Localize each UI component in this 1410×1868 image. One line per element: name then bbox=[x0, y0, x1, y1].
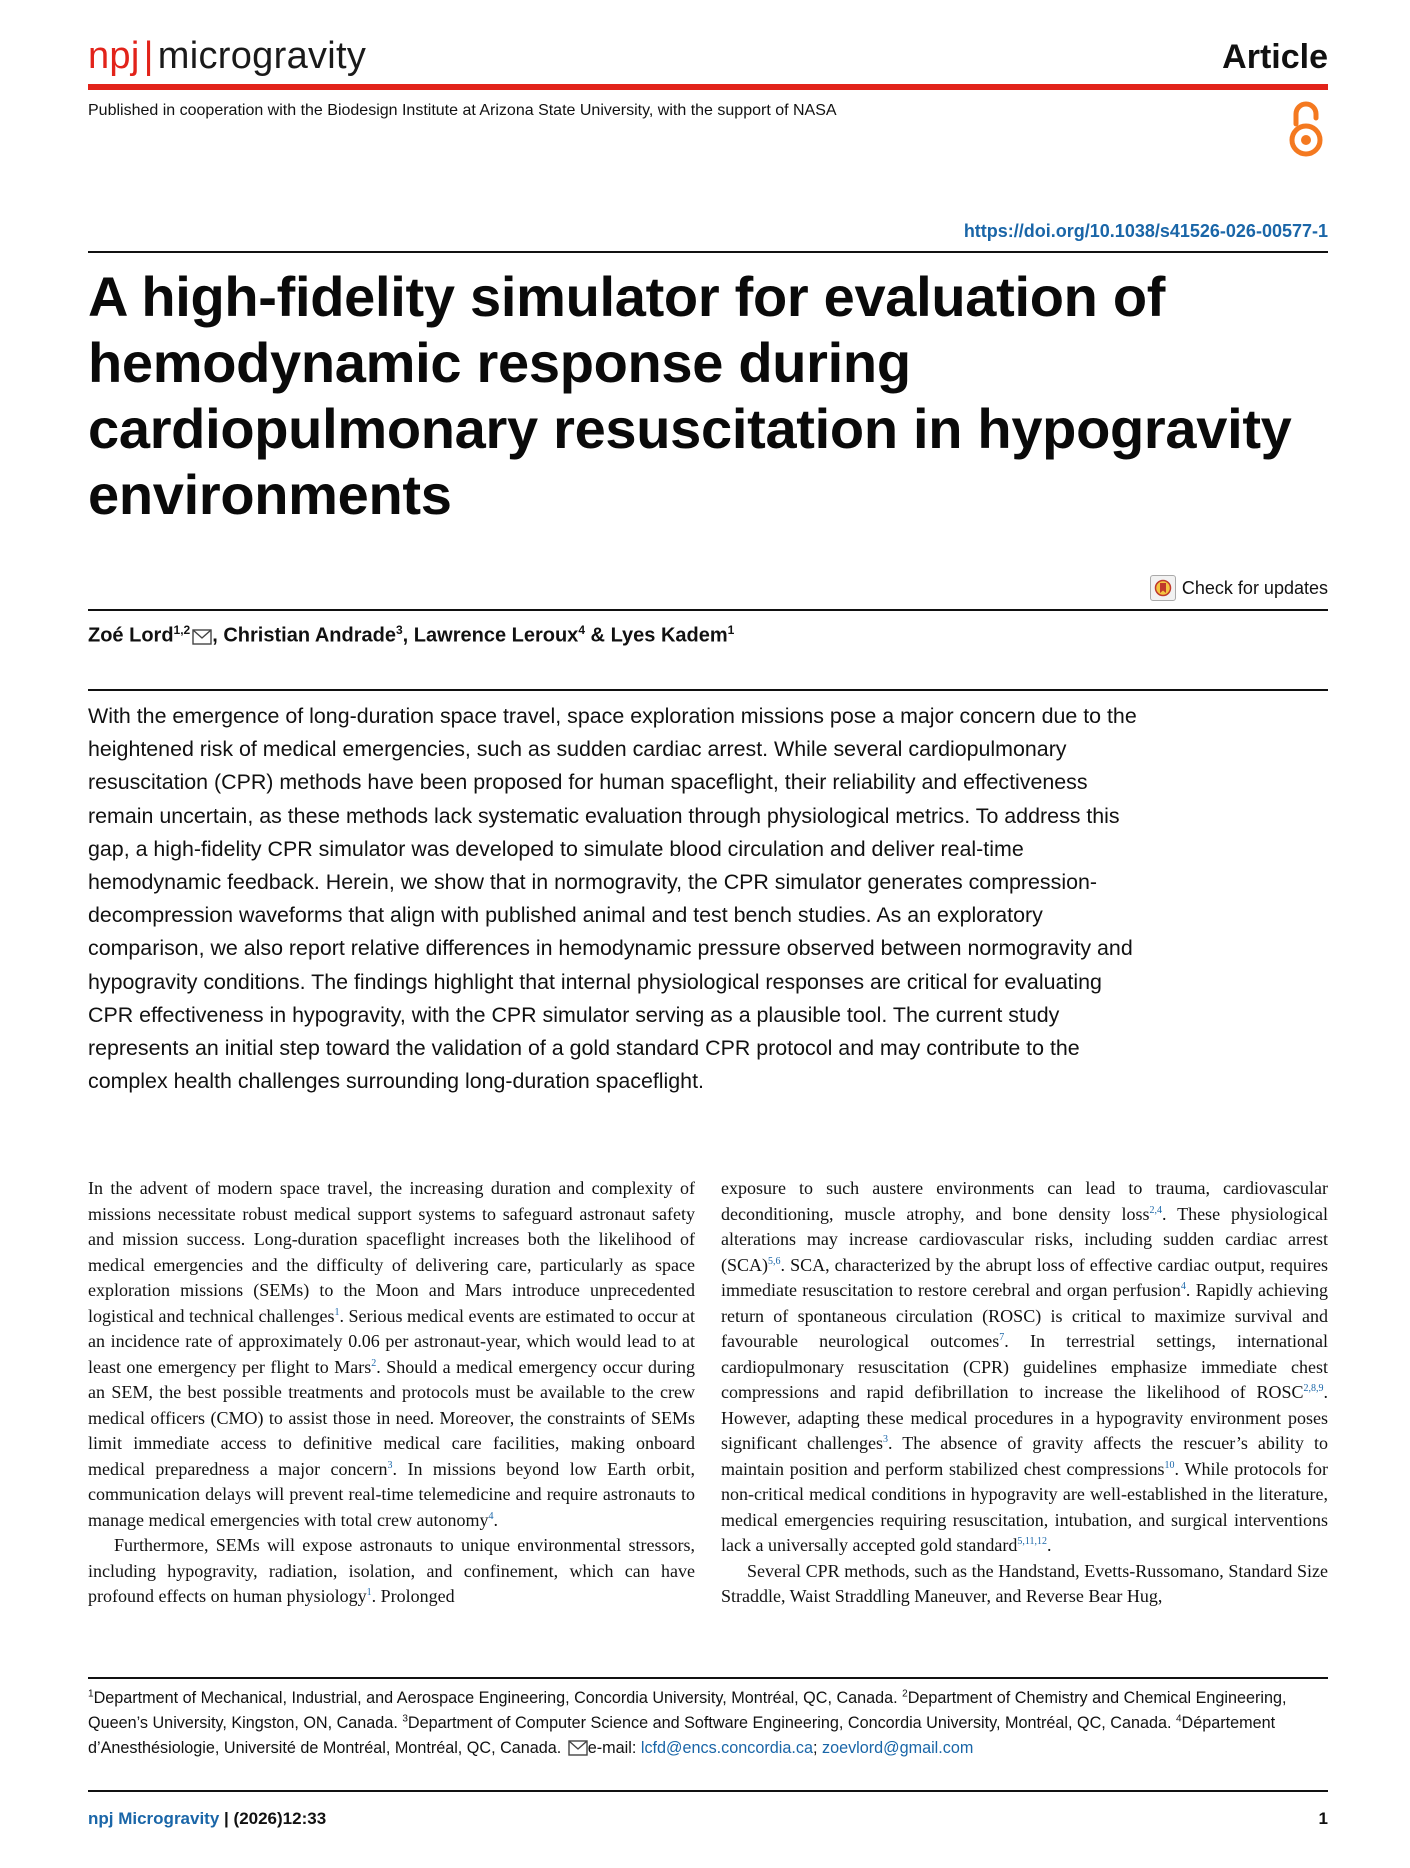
header-red-rule bbox=[88, 84, 1328, 90]
body-text: In the advent of modern space travel, the increasing duration and complexity of missions necessitate robust medical support systems to safeguard astronaut safety and mission success. Long-duration spaceflight increases both the likelihood of medical emergencies and the difficulty of delivering care, particularly as space exploration missions (SEMs) to the Moon and Mars introduce unprecedented logistical and technical challenges bbox=[88, 1178, 695, 1326]
email-icon[interactable] bbox=[192, 626, 212, 652]
body-text: . In terrestrial settings, international cardiopulmonary resuscitation (CPR) guidelines emphasize immediate chest compressions and rapid defibrillation to increase the likelihood of ROSC bbox=[721, 1331, 1328, 1402]
body-paragraph bbox=[721, 1176, 1328, 1559]
check-for-updates-label: Check for updates bbox=[1181, 578, 1328, 598]
body-text: . SCA, characterized by the abrupt loss of effective cardiac output, requires immediate resuscitation to restore cerebral and organ perfusion bbox=[721, 1254, 1328, 1300]
page-number: 1 bbox=[1318, 1809, 1328, 1828]
abstract-top-rule bbox=[88, 689, 1328, 691]
journal-prefix: npj bbox=[88, 35, 140, 77]
body-text: . Serious medical events are estimated to occur at an incidence rate of approximately 0.06 per astronaut-year, which would lead to at least one emergency per flight to Mars bbox=[88, 1305, 695, 1377]
footer-journal-link[interactable]: npj Microgravity bbox=[88, 1809, 220, 1828]
affiliation-item: Department of Computer Science and Software Engineering, Concordia University, Montréal, QC, Canada. bbox=[407, 1714, 1172, 1732]
journal-name: microgravity bbox=[157, 35, 367, 77]
body-paragraph bbox=[88, 1533, 695, 1610]
affiliation-item: Department of Chemistry and Chemical Engineering, Queen’s University, Kingston, ON, Canada. bbox=[88, 1689, 1287, 1732]
abstract: With the emergence of long-duration space travel, space exploration missions pose a major concern due to the heightened risk of medical emergencies, such as sudden cardiac arrest. While several cardiopulmonary resuscitation (CPR) methods have been proposed for human spaceflight, their reliability and effectiveness remain uncertain, as these methods lack systematic evaluation through physiological metrics. To address this gap, a high-fidelity CPR simulator was developed to simulate blood circulation and deliver real-time hemodynamic feedback. Herein, we show that in normogravity, the CPR simulator generates compression-decompression waveforms that align with published animal and test bench studies. As an exploratory comparison, we also report relative differences in hemodynamic pressure observed between normogravity and hypogravity conditions. The findings highlight that internal physiological responses are critical for evaluating CPR effectiveness in hypogravity, with the CPR simulator serving as a plausible tool. The current study represents an initial step toward the validation of a gold standard CPR protocol and may contribute to the complex health challenges surrounding long-duration spaceflight. bbox=[88, 704, 1137, 1094]
email-link[interactable]: zoevlord@gmail.com bbox=[821, 1739, 974, 1757]
affiliation-item: Department of Mechanical, Industrial, and Aerospace Engineering, Concordia University, Montréal, QC, Canada. bbox=[93, 1689, 898, 1707]
author-name: Lyes Kadem bbox=[610, 624, 728, 647]
body-text: . The absence of gravity affects the rescuer’s ability to maintain position and perform stabilized chest compressions bbox=[721, 1433, 1328, 1479]
body-text: exposure to such austere environments can lead to trauma, cardiovascular deconditioning, muscle atrophy, and bone density loss bbox=[721, 1178, 1328, 1224]
citation-ref[interactable]: 4 bbox=[488, 1510, 494, 1522]
citation-ref[interactable]: 2,8,9 bbox=[1303, 1383, 1324, 1394]
footer-volume: | (2026)12:33 bbox=[224, 1809, 327, 1828]
citation-ref[interactable]: 3 bbox=[387, 1459, 393, 1471]
citation-ref[interactable]: 5,11,12 bbox=[1017, 1536, 1048, 1547]
body-text: . In missions beyond low Earth orbit, communication delays will prevent real-time telemedicine and require astronauts to manage medical emergencies with total crew autonomy bbox=[88, 1458, 695, 1530]
author-list: Zoé Lord$^{1,2}$ , Christian Andrade$^3$, Lawrence Leroux$^4$ & Lyes Kadem$^1$ bbox=[88, 617, 734, 652]
footer-citation bbox=[88, 1808, 326, 1830]
doi-link[interactable]: https://doi.org/10.1038/s41526-026-00577-1 bbox=[963, 221, 1328, 241]
author-name: Zoé Lord bbox=[88, 624, 174, 647]
author-affiliation: 4 bbox=[578, 623, 585, 637]
body-text: Several CPR methods, such as the Handstand, Evetts-Russomano, Standard Size Straddle, Waist Straddling Maneuver, and Reverse Bear Hug, bbox=[721, 1560, 1328, 1606]
affiliations-top-rule bbox=[88, 1677, 1328, 1679]
citation-ref[interactable]: 2 bbox=[371, 1357, 377, 1369]
author-affiliation: 3 bbox=[395, 623, 403, 637]
article-title: A high-fidelity simulator for evaluation of hemodynamic response during cardiopulmonary resuscitation in hypogravity environments bbox=[88, 265, 1292, 526]
check-for-updates-icon bbox=[1150, 575, 1176, 601]
body-column-right bbox=[721, 1176, 1328, 1610]
body-text: . These physiological alterations may increase cardiovascular risks, including sudden cardiac arrest (SCA) bbox=[721, 1203, 1328, 1275]
email-label: e-mail: bbox=[587, 1739, 637, 1757]
author-name: Christian Andrade bbox=[223, 624, 396, 647]
body-text: . However, adapting these medical procedures in a hypogravity environment poses significant challenges bbox=[721, 1382, 1328, 1453]
affiliations: $^1$Department of Mechanical, Industrial, and Aerospace Engineering, Concordia University, Montréal, QC, Canada. $^2$Department of Chemistry and Chemical Engineering, Queen’s University, Kingston, ON, Canada. $^3$Department of Computer Science and Software Engineering, Concordia University, Montréal, QC, Canada. $^4$Département d’Anesthésiologie, Université de Montréal, Montréal, QC, Canada. e-mail: lcfd@encs.concordia.ca; zoevlord@gmail.com bbox=[88, 1686, 1328, 1764]
body-text: . bbox=[1047, 1535, 1052, 1555]
body-paragraph bbox=[88, 1176, 695, 1533]
affiliation-item: Département d’Anesthésiologie, Université de Montréal, Montréal, QC, Canada. bbox=[88, 1714, 1276, 1757]
open-access-icon bbox=[1286, 100, 1326, 160]
citation-ref[interactable]: 1 bbox=[334, 1306, 340, 1318]
body-column-left bbox=[88, 1176, 695, 1610]
body-text: . bbox=[493, 1509, 499, 1530]
email-icon bbox=[568, 1739, 588, 1764]
body-text: . Should a medical emergency occur during an SEM, the best possible treatments and protocols must be available to the crew medical officers (CMO) to assist those in need. Moreover, the constraints of SEMs limit immediate access to definitive medical care facilities, making onboard medical preparedness a major concern bbox=[88, 1356, 695, 1479]
citation-ref[interactable]: 7 bbox=[999, 1332, 1005, 1343]
body-text: . Rapidly achieving return of spontaneous circulation (ROSC) is critical to maximize survival and favourable neurological outcomes bbox=[721, 1280, 1328, 1351]
citation-ref[interactable]: 2,4 bbox=[1149, 1204, 1162, 1216]
citation-ref[interactable]: 5,6 bbox=[768, 1255, 781, 1267]
article-type-label: Article bbox=[1222, 38, 1328, 76]
title-top-rule bbox=[88, 251, 1328, 253]
check-for-updates-button[interactable] bbox=[1150, 574, 1328, 602]
author-name: Lawrence Leroux bbox=[413, 624, 579, 647]
journal-separator: | bbox=[143, 35, 154, 77]
citation-ref[interactable]: 4 bbox=[1180, 1281, 1186, 1292]
body-text: . While protocols for non-critical medical conditions in hypogravity are well-established in the literature, medical emergencies requiring resuscitation, intubation, and surgical interventions lack a universally accepted gold standard bbox=[721, 1458, 1328, 1555]
authors-top-rule bbox=[88, 609, 1328, 611]
journal-logo bbox=[88, 34, 366, 78]
author-affiliation: 1,2 bbox=[173, 623, 191, 637]
email-link[interactable]: lcfd@encs.concordia.ca bbox=[640, 1739, 813, 1757]
author-affiliation: 1 bbox=[727, 623, 735, 637]
publisher-note: Published in cooperation with the Biodesign Institute at Arizona State University, with the support of NASA bbox=[88, 102, 837, 119]
body-paragraph bbox=[721, 1559, 1328, 1610]
citation-ref[interactable]: 1 bbox=[366, 1587, 372, 1598]
footer-rule bbox=[88, 1790, 1328, 1792]
citation-ref[interactable]: 3 bbox=[883, 1434, 889, 1445]
body-text: . Prolonged bbox=[371, 1586, 455, 1606]
body-text: Furthermore, SEMs will expose astronauts to unique environmental stressors, including hypogravity, radiation, isolation, and confinement, which can have profound effects on human physiology bbox=[88, 1535, 695, 1606]
citation-ref[interactable]: 10 bbox=[1164, 1459, 1175, 1471]
